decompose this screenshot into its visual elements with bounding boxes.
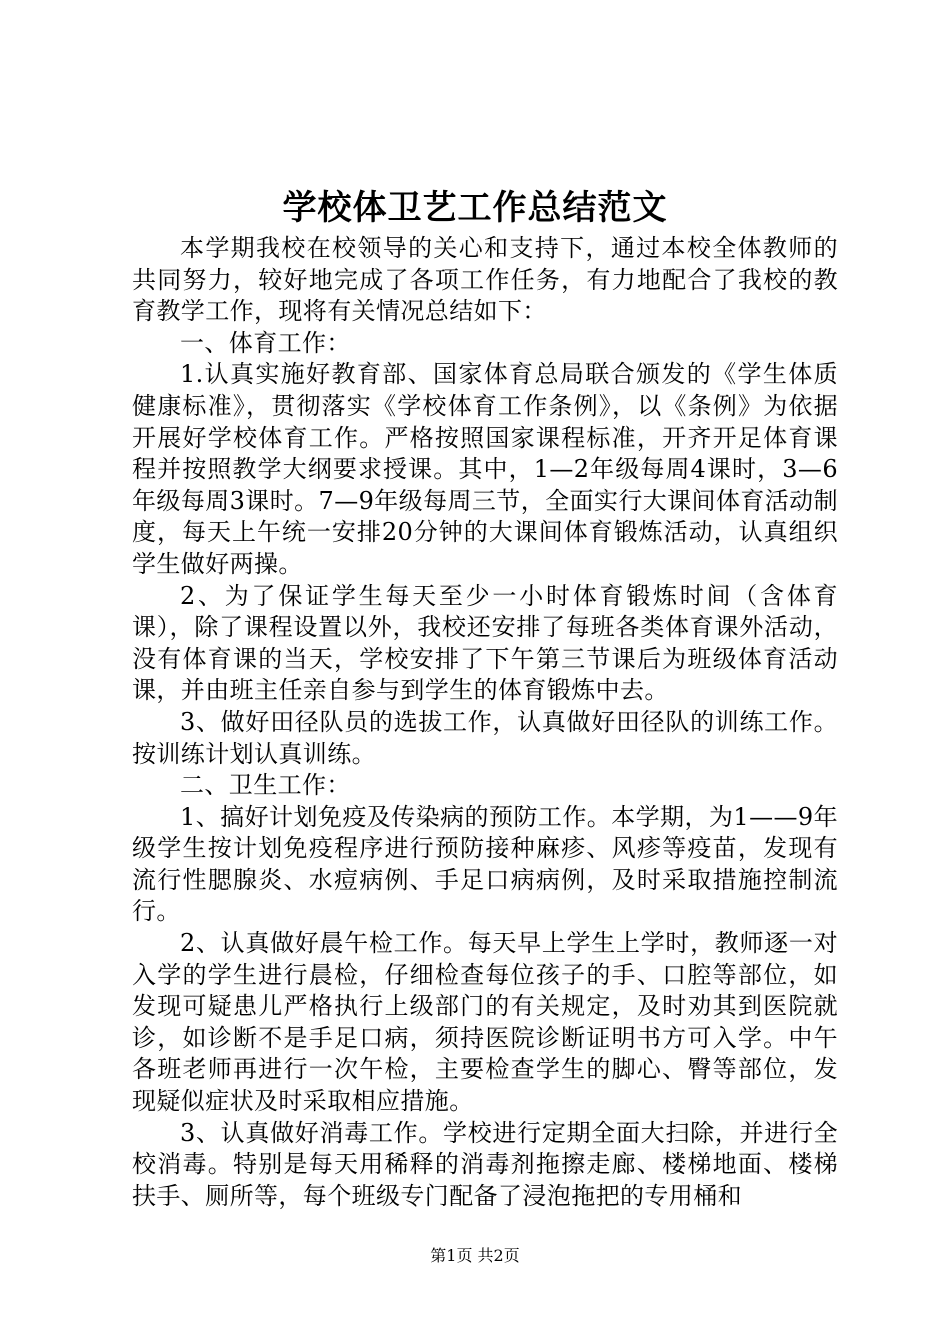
health-item-2: 2、认真做好晨午检工作。每天早上学生上学时，教师逐一对入学的学生进行晨检，仔细检查每位孩子的手、口腔等部位，如发现可疑患儿严格执行上级部门的有关规定，及时劝其到医院就诊，如诊断不是手足口病，须持医院诊断证明书方可入学。中午各班老师再进行一次午检，主要检查学生的脚心、臀等部位，发现疑似症状及时采取相应措施。 [132,929,838,1116]
sports-item-3: 3、做好田径队员的选拔工作，认真做好田径队的训练工作。按训练计划认真训练。 [132,707,838,768]
health-item-3: 3、认真做好消毒工作。学校进行定期全面大扫除，并进行全校消毒。特别是每天用稀释的消毒剂拖擦走廊、楼梯地面、楼梯扶手、厕所等，每个班级专门配备了浸泡拖把的专用桶和 [132,1118,838,1210]
sports-item-2: 2、为了保证学生每天至少一小时体育锻炼时间（含体育课），除了课程设置以外，我校还安排了每班各类体育课外活动，没有体育课的当天，学校安排了下午第三节课后为班级体育活动课，并由班主任亲自参与到学生的体育锻炼中去。 [132,581,838,705]
section-heading-sports: 一、体育工作： [180,328,351,357]
document-body [132,233,838,1212]
intro-paragraph: 本学期我校在校领导的关心和支持下，通过本校全体教师的共同努力，较好地完成了各项工作任务，有力地配合了我校的教育教学工作，现将有关情况总结如下： [132,234,838,326]
sports-item-1: 1.认真实施好教育部、国家体育总局联合颁发的《学生体质健康标准》，贯彻落实《学校体育工作条例》，以《条例》为依据开展好学校体育工作。严格按照国家课程标准，开齐开足体育课程并按照教学大纲要求授课。其中，1—2年级每周4课时，3—6年级每周3课时。7—9年级每周三节，全面实行大课间体育活动制度，每天上午统一安排20分钟的大课间体育锻炼活动，认真组织学生做好两操。 [132,360,838,578]
section-heading-health: 二、卫生工作： [180,771,351,800]
health-item-1: 1、搞好计划免疫及传染病的预防工作。本学期，为1——9年级学生按计划免疫程序进行预防接种麻疹、风疹等疫苗，发现有流行性腮腺炎、水痘病例、手足口病病例，及时采取措施控制流行。 [132,802,838,926]
page-footer: 第1页 共2页 [430,1246,520,1265]
document-title: 学校体卫艺工作总结范文 [282,188,668,228]
